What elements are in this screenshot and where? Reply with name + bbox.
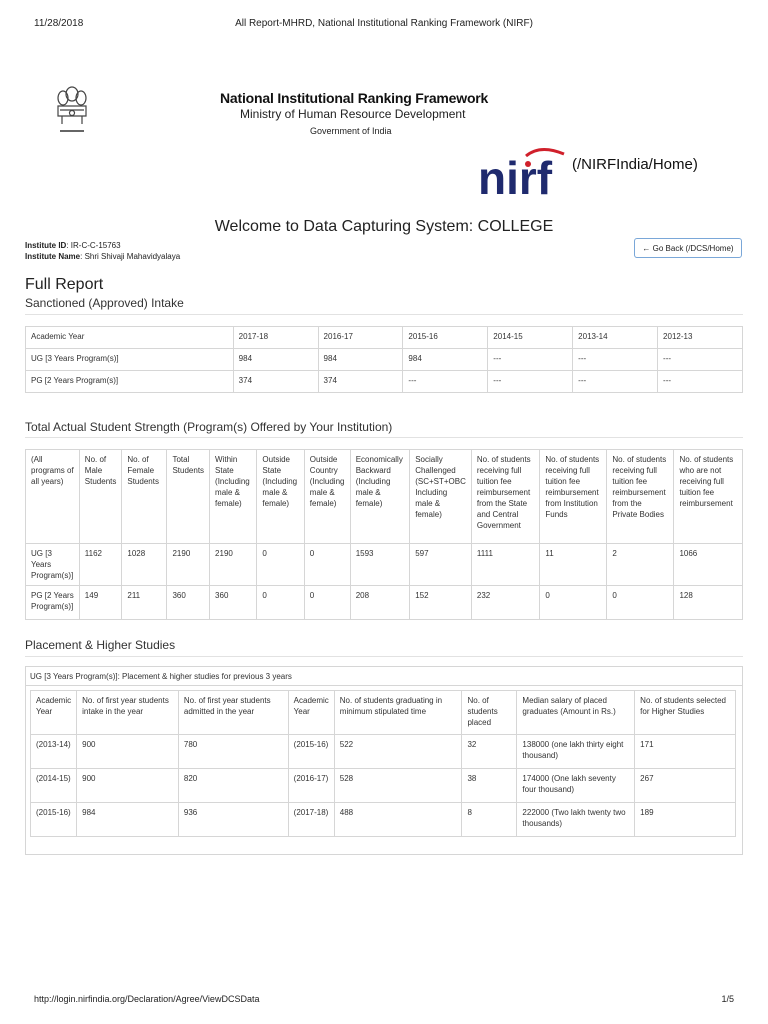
table-cell: (2015-16) xyxy=(288,735,334,769)
table-cell: UG [3 Years Program(s)] xyxy=(26,349,234,371)
table-cell: 189 xyxy=(635,803,736,837)
table-cell: 0 xyxy=(257,586,304,620)
table-cell: 1162 xyxy=(79,544,122,586)
institute-name-label: Institute Name xyxy=(25,252,81,261)
table-cell: 488 xyxy=(334,803,462,837)
table-cell: 0 xyxy=(304,544,350,586)
table-cell: 374 xyxy=(233,371,318,393)
table-cell: 32 xyxy=(462,735,517,769)
table-cell: 1066 xyxy=(674,544,743,586)
table-cell: 984 xyxy=(403,349,488,371)
table-cell: 2015-16 xyxy=(403,327,488,349)
table-cell: 597 xyxy=(410,544,472,586)
table-cell: 0 xyxy=(304,586,350,620)
table-cell: 171 xyxy=(635,735,736,769)
panel-divider xyxy=(26,685,742,686)
table-cell: 2012-13 xyxy=(658,327,743,349)
table-cell: 900 xyxy=(77,769,179,803)
org-name: National Institutional Ranking Framework xyxy=(220,90,489,106)
section-divider xyxy=(25,437,743,438)
print-date: 11/28/2018 xyxy=(34,18,84,29)
table-cell: 1593 xyxy=(350,544,410,586)
table-row xyxy=(31,735,736,769)
table-cell: 208 xyxy=(350,586,410,620)
welcome-heading: Welcome to Data Capturing System: COLLEGE xyxy=(214,218,554,235)
section-divider xyxy=(25,656,743,657)
column-header: No. of Female Students xyxy=(122,450,167,544)
institute-id-label: Institute ID xyxy=(25,241,67,250)
column-header: No. of students receiving full tuition fee reimbursement from the State and Central Government xyxy=(471,450,540,544)
full-report-heading: Full Report xyxy=(25,276,104,293)
table-cell: 11 xyxy=(540,544,607,586)
sanctioned-intake-table xyxy=(25,326,743,393)
table-cell: --- xyxy=(573,349,658,371)
column-header: No. of students receiving full tuition fee reimbursement from Institution Funds xyxy=(540,450,607,544)
table-cell: 211 xyxy=(122,586,167,620)
table-cell: 138000 (one lakh thirty eight thousand) xyxy=(517,735,635,769)
table-cell: 522 xyxy=(334,735,462,769)
table-cell: --- xyxy=(573,371,658,393)
table-cell: 232 xyxy=(471,586,540,620)
column-header: No. of first year students admitted in the year xyxy=(178,691,288,735)
table-cell: 0 xyxy=(607,586,674,620)
table-cell: 984 xyxy=(233,349,318,371)
column-header: No. of Male Students xyxy=(79,450,122,544)
column-header: Socially Challenged (SC+ST+OBC Including male & female) xyxy=(410,450,472,544)
table-row xyxy=(26,544,743,586)
table-row xyxy=(26,349,743,371)
column-header: No. of first year students intake in the year xyxy=(77,691,179,735)
table-cell: Academic Year xyxy=(26,327,234,349)
table-cell: 1028 xyxy=(122,544,167,586)
table-cell: 38 xyxy=(462,769,517,803)
national-emblem-icon xyxy=(52,80,92,140)
table-cell: 2 xyxy=(607,544,674,586)
table-cell: --- xyxy=(658,371,743,393)
table-cell: 820 xyxy=(178,769,288,803)
table-cell: 0 xyxy=(540,586,607,620)
column-header: Outside State (Including male & female) xyxy=(257,450,304,544)
table-cell: 528 xyxy=(334,769,462,803)
column-header: Outside Country (Including male & female) xyxy=(304,450,350,544)
placement-table xyxy=(30,690,736,837)
table-header-row xyxy=(26,450,743,544)
table-cell: UG [3 Years Program(s)] xyxy=(26,544,80,586)
sanctioned-intake-title: Sanctioned (Approved) Intake xyxy=(25,296,184,310)
table-cell: 1111 xyxy=(471,544,540,586)
table-cell: PG [2 Years Program(s)] xyxy=(26,371,234,393)
table-cell: 149 xyxy=(79,586,122,620)
government-label: Government of India xyxy=(310,126,392,136)
table-row xyxy=(26,371,743,393)
table-cell: 2013-14 xyxy=(573,327,658,349)
table-row xyxy=(26,327,743,349)
column-header: Total Students xyxy=(167,450,210,544)
table-cell: 2190 xyxy=(210,544,257,586)
table-cell: 984 xyxy=(318,349,403,371)
table-cell: 984 xyxy=(77,803,179,837)
table-cell: --- xyxy=(403,371,488,393)
table-row xyxy=(31,803,736,837)
table-cell: 374 xyxy=(318,371,403,393)
column-header: No. of students selected for Higher Studies xyxy=(635,691,736,735)
table-cell: (2014-15) xyxy=(31,769,77,803)
ministry-name: Ministry of Human Resource Development xyxy=(240,107,466,121)
table-cell: 936 xyxy=(178,803,288,837)
table-row xyxy=(31,769,736,803)
table-cell: 222000 (Two lakh twenty two thousands) xyxy=(517,803,635,837)
column-header: Academic Year xyxy=(288,691,334,735)
column-header: Academic Year xyxy=(31,691,77,735)
table-cell: (2016-17) xyxy=(288,769,334,803)
table-cell: 2017-18 xyxy=(233,327,318,349)
table-cell: PG [2 Years Program(s)] xyxy=(26,586,80,620)
institute-info xyxy=(25,240,180,262)
table-cell: (2013-14) xyxy=(31,735,77,769)
placement-title: Placement & Higher Studies xyxy=(25,638,176,652)
go-back-button[interactable]: ← Go Back (/DCS/Home) xyxy=(634,238,742,258)
column-header: No. of students who are not receiving full tuition fee reimbursement xyxy=(674,450,743,544)
table-cell: --- xyxy=(658,349,743,371)
placement-caption: UG [3 Years Program(s)]: Placement & higher studies for previous 3 years xyxy=(30,672,292,681)
table-cell: 2016-17 xyxy=(318,327,403,349)
table-cell: (2017-18) xyxy=(288,803,334,837)
table-cell: 360 xyxy=(210,586,257,620)
table-cell: 2014-15 xyxy=(488,327,573,349)
print-header xyxy=(0,18,768,32)
section-divider xyxy=(25,314,743,315)
table-row xyxy=(26,586,743,620)
column-header: No. of students placed xyxy=(462,691,517,735)
print-title: All Report-MHRD, National Institutional Ranking Framework (NIRF) xyxy=(235,18,533,29)
student-strength-title: Total Actual Student Strength (Program(s) Offered by Your Institution) xyxy=(25,420,393,434)
table-cell: 900 xyxy=(77,735,179,769)
table-cell: (2015-16) xyxy=(31,803,77,837)
column-header: Within State (Including male & female) xyxy=(210,450,257,544)
institute-id-value: : IR-C-C-15763 xyxy=(66,241,121,250)
student-strength-table xyxy=(25,449,743,620)
table-cell: 128 xyxy=(674,586,743,620)
page-number: 1/5 xyxy=(721,994,734,1004)
table-cell: --- xyxy=(488,371,573,393)
table-cell: 360 xyxy=(167,586,210,620)
column-header: (All programs of all years) xyxy=(26,450,80,544)
nirf-home-link[interactable]: (/NIRFIndia/Home) xyxy=(572,156,698,173)
table-cell: 780 xyxy=(178,735,288,769)
nirf-logo-text: nirf xyxy=(478,152,553,198)
table-cell: 267 xyxy=(635,769,736,803)
print-url: http://login.nirfindia.org/Declaration/Agree/ViewDCSData xyxy=(34,994,260,1004)
column-header: Economically Backward (Including male & female) xyxy=(350,450,410,544)
table-cell: 174000 (One lakh seventy four thousand) xyxy=(517,769,635,803)
column-header: No. of students graduating in minimum stipulated time xyxy=(334,691,462,735)
table-cell: 152 xyxy=(410,586,472,620)
table-cell: 8 xyxy=(462,803,517,837)
table-header-row xyxy=(31,691,736,735)
table-cell: 0 xyxy=(257,544,304,586)
nirf-logo[interactable] xyxy=(478,146,570,198)
table-cell: 2190 xyxy=(167,544,210,586)
column-header: Median salary of placed graduates (Amount in Rs.) xyxy=(517,691,635,735)
org-header xyxy=(220,90,540,136)
column-header: No. of students receiving full tuition fee reimbursement from the Private Bodies xyxy=(607,450,674,544)
table-cell: --- xyxy=(488,349,573,371)
institute-name-value: : Shri Shivaji Mahavidyalaya xyxy=(80,252,181,261)
